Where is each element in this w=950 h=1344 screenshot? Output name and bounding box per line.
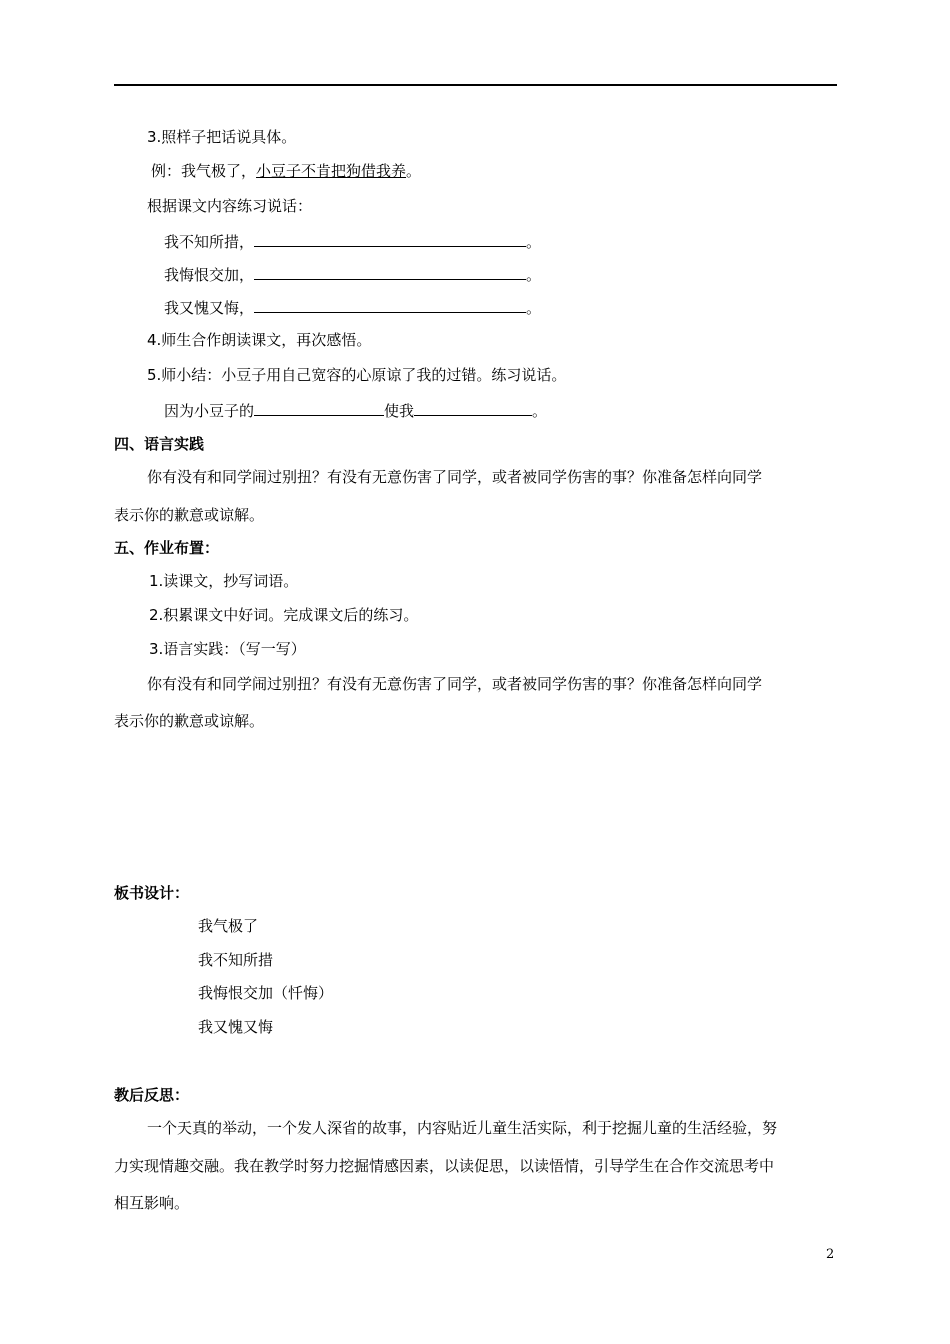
fill-line-period: 。 xyxy=(526,299,542,317)
reflection-line-1: 一个天真的举动，一个发人深省的故事，内容贴近儿童生活实际，利于挖掘儿童的生活经验，努 xyxy=(147,1119,778,1137)
section-4-heading: 四、语言实践 xyxy=(114,435,205,453)
reflection-heading: 教后反思： xyxy=(114,1086,190,1104)
reflection-line-2: 力实现情趣交融。我在教学时努力挖掘情感因素，以读促思，以读悟情，引导学生在合作交流思考中 xyxy=(114,1157,775,1175)
section-4-para-line-1: 你有没有和同学闹过别扭？有没有无意伤害了同学，或者被同学伤害的事？你准备怎样向同学 xyxy=(147,468,763,486)
fill-line-period: 。 xyxy=(526,266,542,284)
exercise-5-sentence xyxy=(164,399,547,422)
page-number: 2 xyxy=(826,1247,835,1262)
board-heading: 板书设计： xyxy=(114,884,190,902)
homework-item-3: 3.语言实践：（写一写） xyxy=(149,640,306,658)
fill-line-label: 我又愧又悔， xyxy=(164,299,255,317)
section-4-para-line-2: 表示你的歉意或谅解。 xyxy=(114,506,265,524)
fill-line-period: 。 xyxy=(526,233,542,251)
fill-blank[interactable] xyxy=(254,263,526,280)
fill-blank[interactable] xyxy=(254,399,384,416)
header-rule xyxy=(114,84,837,86)
homework-item-1: 1.读课文，抄写词语。 xyxy=(149,572,299,590)
exercise-5-title: 5.师小结：小豆子用自己宽容的心原谅了我的过错。练习说话。 xyxy=(147,366,567,384)
fill-line-2 xyxy=(164,263,541,286)
reflection-line-3: 相互影响。 xyxy=(114,1194,190,1212)
board-line-3: 我悔恨交加（忏悔） xyxy=(198,984,334,1002)
board-line-2: 我不知所措 xyxy=(198,951,274,969)
exercise-3-example xyxy=(151,160,421,182)
sentence-part-1: 因为小豆子的 xyxy=(164,402,255,420)
section-5-para-line-2: 表示你的歉意或谅解。 xyxy=(114,712,265,730)
section-5-heading: 五、作业布置： xyxy=(114,539,220,557)
fill-line-1 xyxy=(164,230,541,253)
fill-line-3 xyxy=(164,296,541,319)
exercise-4: 4.师生合作朗读课文，再次感悟。 xyxy=(147,331,372,349)
example-underlined: 小豆子不肯把狗借我养 xyxy=(256,162,407,180)
sentence-end: 。 xyxy=(532,402,548,420)
example-prefix: 例：我气极了， xyxy=(151,162,257,180)
homework-item-2: 2.积累课文中好词。完成课文后的练习。 xyxy=(149,606,419,624)
fill-blank[interactable] xyxy=(254,230,526,247)
exercise-3-instruction: 根据课文内容练习说话： xyxy=(147,197,313,215)
board-line-1: 我气极了 xyxy=(198,917,259,935)
board-line-4: 我又愧又悔 xyxy=(198,1018,274,1036)
fill-line-label: 我不知所措， xyxy=(164,233,255,251)
fill-blank[interactable] xyxy=(254,296,526,313)
fill-blank[interactable] xyxy=(414,399,532,416)
sentence-part-2: 使我 xyxy=(384,402,415,420)
example-suffix: 。 xyxy=(406,162,422,180)
fill-line-label: 我悔恨交加， xyxy=(164,266,255,284)
exercise-3-title: 3.照样子把话说具体。 xyxy=(147,128,297,146)
section-5-para-line-1: 你有没有和同学闹过别扭？有没有无意伤害了同学，或者被同学伤害的事？你准备怎样向同学 xyxy=(147,675,763,693)
